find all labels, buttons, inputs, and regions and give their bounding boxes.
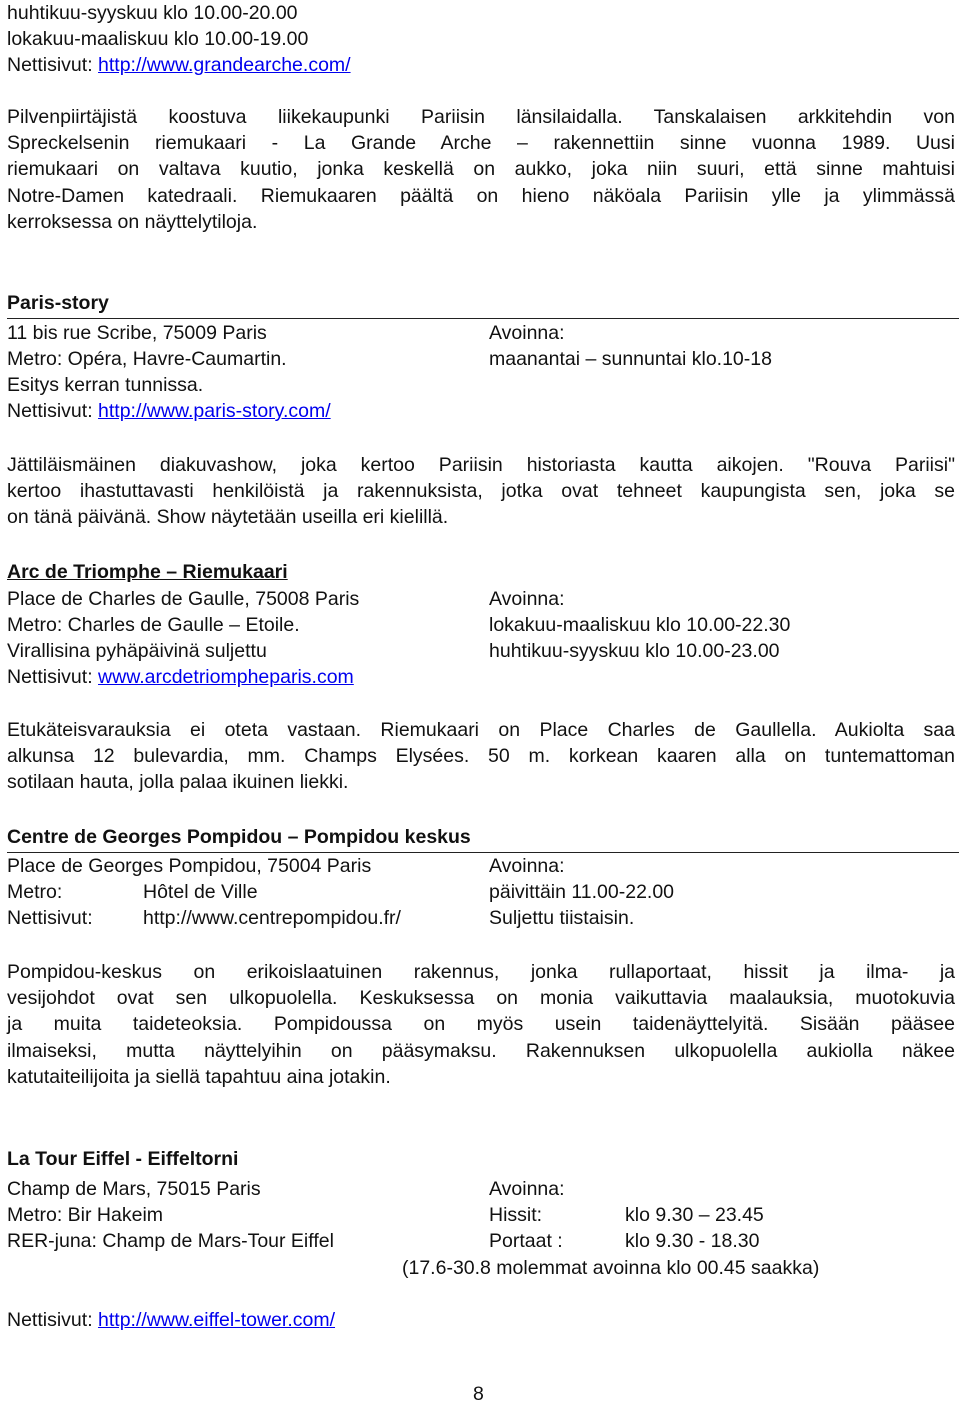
grande-arche-link[interactable]: http://www.grandearche.com/ [98,54,351,76]
eiffel-lifts-label: Hissit: [489,1204,543,1226]
web-label: Nettisivut: [7,54,93,76]
grande-arche-hours-1: huhtikuu-syyskuu klo 10.00-20.00 [7,2,298,24]
desc-line: riemukaari on valtava kuutio, jonka keskellä on aukko, joka niin suuri, että sinne mahtuisi [7,158,955,181]
desc-line: Etukäteisvarauksia ei oteta vastaan. Riemukaari on Place Charles de Gaullella. Aukiolta saa [7,719,955,741]
paris-story-web-line [7,398,331,424]
grande-arche-hours-2: lokakuu-maaliskuu klo 10.00-19.00 [7,28,309,50]
eiffel-summer-note: (17.6-30.8 molemmat avoinna klo 00.45 saakka) [402,1257,820,1279]
arc-triomphe-title: Arc de Triomphe – Riemukaari [7,561,288,583]
arc-triomphe-address: Place de Charles de Gaulle, 75008 Paris [7,588,360,610]
eiffel-open-label: Avoinna: [489,1178,565,1200]
eiffel-address: Champ de Mars, 75015 Paris [7,1178,261,1200]
grande-arche-web-line [7,52,351,78]
arc-triomphe-hours-2: huhtikuu-syyskuu klo 10.00-23.00 [489,640,780,662]
paris-story-open-label: Avoinna: [489,322,565,344]
pompidou-open-label: Avoinna: [489,855,565,877]
eiffel-link[interactable]: http://www.eiffel-tower.com/ [98,1309,336,1331]
paris-story-open-hours: maanantai – sunnuntai klo.10-18 [489,348,772,370]
eiffel-metro: Metro: Bir Hakeim [7,1204,164,1226]
desc-line: alkunsa 12 bulevardia, mm. Champs Elysées. 50 m. korkean kaaren alla on tuntemattoman [7,745,955,768]
metro-label: Metro: [7,881,63,903]
desc-line: ja muita taideteoksia. Pompidoussa on myös usein taidenäyttelyitä. Sisään pääsee [7,1013,955,1036]
paris-story-description [7,452,955,531]
desc-line: Pilvenpiirtäjistä koostuva liikekaupunki Pariisin länsilaidalla. Tanskalaisen arkkitehdin von [7,106,955,128]
arc-triomphe-description [7,717,955,796]
eiffel-web-line [7,1307,335,1333]
desc-line: kerroksessa on näyttelytiloja. [7,210,258,233]
pompidou-title: Centre de Georges Pompidou – Pompidou keskus [7,826,471,848]
grande-arche-description [7,104,955,235]
eiffel-lifts-hours: klo 9.30 – 23.45 [625,1204,764,1226]
arc-triomphe-holiday-note: Virallisina pyhäpäivinä suljettu [7,640,267,662]
paris-story-show-note: Esitys kerran tunnissa. [7,374,204,396]
desc-line: Spreckelsenin riemukaari - La Grande Arche – rakennettiin sinne vuonna 1989. Uusi [7,132,955,155]
eiffel-stairs-hours: klo 9.30 - 18.30 [625,1230,760,1252]
desc-line: Notre-Damen katedraali. Riemukaaren päältä on hieno näköala Pariisin ylle ja ylimmässä [7,184,955,207]
pompidou-description [7,959,955,1090]
pompidou-closed-note: Suljettu tiistaisin. [489,907,635,929]
arc-triomphe-metro: Metro: Charles de Gaulle – Etoile. [7,614,300,636]
desc-line: sotilaan hauta, jolla palaa ikuinen liekki. [7,771,349,794]
page-number: 8 [473,1383,484,1405]
desc-line: katutaiteilijoita ja siellä tapahtuu aina jotakin. [7,1065,391,1088]
desc-line: on tänä päivänä. Show näytetään useilla eri kielillä. [7,506,449,529]
paris-story-title: Paris-story [7,292,109,314]
pompidou-web-line [7,905,401,931]
pompidou-open-hours: päivittäin 11.00-22.00 [489,881,675,903]
pompidou-address: Place de Georges Pompidou, 75004 Paris [7,855,372,877]
pompidou-web: http://www.centrepompidou.fr/ [143,907,401,929]
eiffel-stairs-label: Portaat : [489,1230,563,1252]
arc-triomphe-hours-1: lokakuu-maaliskuu klo 10.00-22.30 [489,614,791,636]
arc-triomphe-link[interactable]: www.arcdetriompheparis.com [98,666,354,688]
desc-line: vesijohdot ovat sen ulkopuolella. Keskuksessa on monia vaikuttavia maalauksia, muotokuvia [7,987,955,1010]
paris-story-metro: Metro: Opéra, Havre-Caumartin. [7,348,287,370]
eiffel-rer: RER-juna: Champ de Mars-Tour Eiffel [7,1230,334,1252]
section-rule [7,318,959,319]
pompidou-metro-line [7,879,258,905]
arc-triomphe-open-label: Avoinna: [489,588,565,610]
web-label: Nettisivut: [7,400,93,422]
desc-line: Jättiläismäinen diakuvashow, joka kertoo Pariisin historiasta kautta aikojen. "Rouva Pariisi" [7,454,955,476]
desc-line: ilmaiseksi, mutta näyttelyihin on pääsymaksu. Rakennuksen ulkopuolella aukiolla näkee [7,1039,955,1062]
paris-story-address: 11 bis rue Scribe, 75009 Paris [7,322,267,344]
eiffel-title: La Tour Eiffel - Eiffeltorni [7,1148,239,1170]
web-label: Nettisivut: [7,1309,93,1331]
paris-story-link[interactable]: http://www.paris-story.com/ [98,400,331,422]
desc-line: kertoo ihastuttavasti henkilöistä ja rakennuksista, jotka ovat tehneet kaupungista sen, joka se [7,480,955,503]
arc-triomphe-web-line [7,664,354,690]
web-label: Nettisivut: [7,907,93,929]
web-label: Nettisivut: [7,666,93,688]
pompidou-metro: Hôtel de Ville [143,881,258,903]
desc-line: Pompidou-keskus on erikoislaatuinen rakennus, jonka rullaportaat, hissit ja ilma- ja [7,961,955,983]
